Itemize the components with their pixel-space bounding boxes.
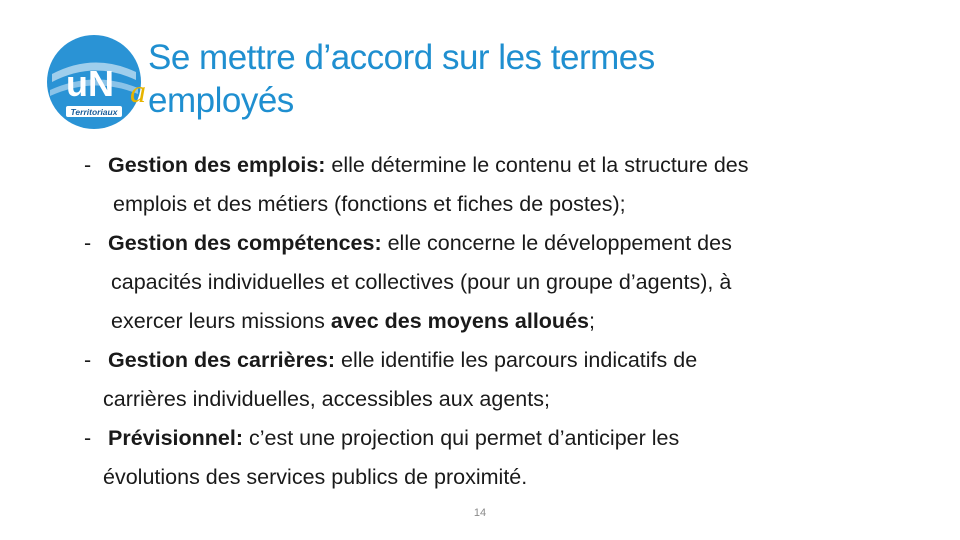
bullet-term: Prévisionnel: [108, 426, 244, 450]
bullet-text: elle concerne le développement des [381, 231, 732, 255]
bullet-text: exercer leurs missions [111, 309, 331, 333]
bullet-item-competences [84, 224, 904, 341]
bullet-dash: - [84, 426, 92, 450]
logo-letters: uN [66, 63, 114, 104]
bullet-text: elle détermine le contenu et la structure des [325, 153, 749, 177]
bullet-list [84, 146, 904, 497]
bullet-text: elle identifie les parcours indicatifs de [335, 348, 698, 372]
title-line-1: Se mettre d’accord sur les termes [148, 38, 655, 77]
bullet-line [84, 224, 904, 263]
logo-a-letter: a [130, 73, 146, 109]
bullet-term: Gestion des emplois: [108, 153, 326, 177]
logo-small-text: Territoriaux [70, 107, 118, 117]
unsa-territoriaux-logo [44, 32, 154, 132]
page-number: 14 [473, 507, 487, 519]
bullet-item-emplois [84, 146, 904, 224]
bullet-continuation: emplois et des métiers (fonctions et fiches de postes); [113, 192, 626, 216]
bullet-term: Gestion des carrières: [108, 348, 336, 372]
bullet-term: Gestion des compétences: [108, 231, 382, 255]
bullet-dash: - [84, 348, 92, 372]
bullet-continuation: capacités individuelles et collectives (pour un groupe d’agents), à [111, 270, 732, 294]
bullet-line [84, 419, 904, 458]
bullet-text: c’est une projection qui permet d’anticiper les [243, 426, 680, 450]
bullet-text: ; [588, 309, 595, 333]
bullet-continuation: évolutions des services publics de proximité. [103, 465, 528, 489]
bullet-line [84, 146, 904, 185]
bullet-continuation: carrières individuelles, accessibles aux agents; [103, 387, 550, 411]
bullet-continuation [84, 302, 904, 341]
bullet-emphasis: avec des moyens alloués [330, 309, 589, 333]
title-line-2: employés [148, 81, 294, 120]
bullet-item-carrieres [84, 341, 904, 419]
bullet-item-previsionnel [84, 419, 904, 497]
bullet-dash: - [84, 231, 92, 255]
slide-title [148, 36, 928, 122]
bullet-dash: - [84, 153, 92, 177]
bullet-line [84, 341, 904, 380]
